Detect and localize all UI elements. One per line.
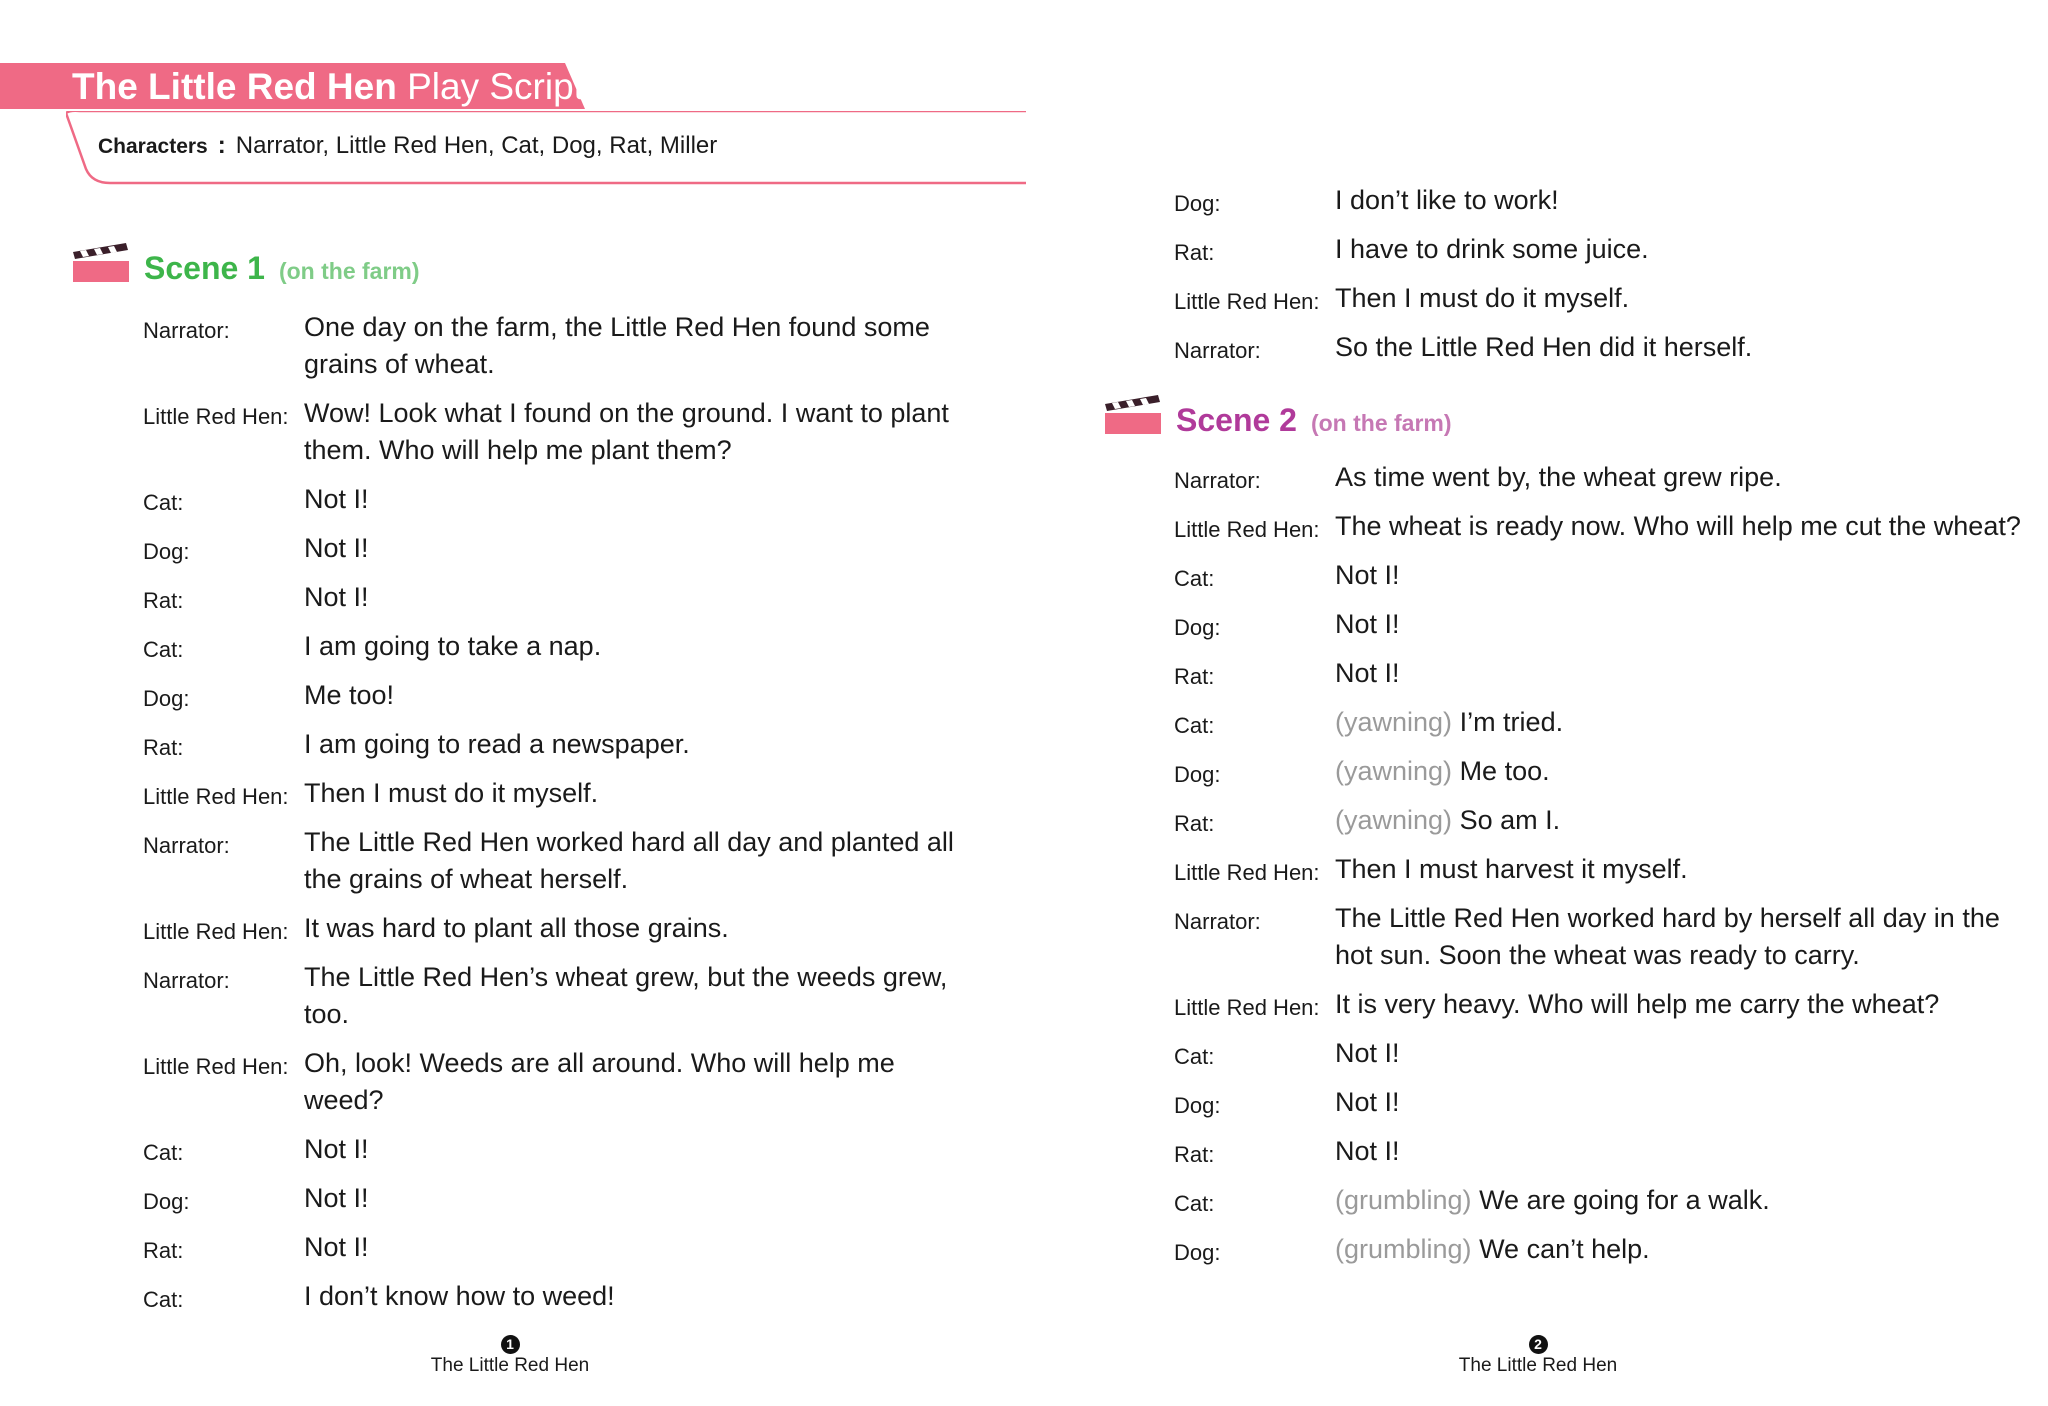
line-text: Not I!	[304, 1134, 369, 1164]
speaker-name: Cat:	[1174, 713, 1215, 738]
scene-1-location: (on the farm)	[278, 258, 420, 284]
line-text: It was hard to plant all those grains.	[304, 913, 729, 943]
speech-text	[304, 309, 973, 383]
dialogue-line	[1174, 655, 2024, 692]
speech-text	[304, 395, 973, 469]
characters-separator: :	[217, 132, 226, 159]
line-text: Not I!	[1335, 658, 1400, 688]
dialogue-line	[1174, 606, 2024, 643]
page-2	[1024, 0, 2048, 1406]
line-text: Not I!	[304, 1183, 369, 1213]
speech-text	[304, 1180, 973, 1217]
speech-text	[304, 628, 973, 665]
scene-2-title	[1176, 402, 1452, 439]
line-text: Not I!	[304, 582, 369, 612]
speaker-name: Dog:	[143, 686, 190, 711]
speech-text	[1335, 280, 2024, 317]
speech-text	[304, 959, 973, 1033]
speaker-name: Rat:	[143, 588, 184, 613]
speech-text	[304, 1278, 973, 1315]
title-sub: Play Script	[407, 66, 584, 107]
line-text: We are going for a walk.	[1479, 1185, 1770, 1215]
speech-text	[304, 1131, 973, 1168]
speech-text	[1335, 1231, 2024, 1268]
line-text: One day on the farm, the Little Red Hen found some grains of wheat.	[304, 312, 930, 379]
page-footer	[1438, 1333, 1638, 1377]
speaker-name: Cat:	[143, 1287, 184, 1312]
speech-text	[304, 1045, 973, 1119]
footer-title: The Little Red Hen	[430, 1355, 590, 1376]
dialogue-line	[1174, 508, 2024, 545]
speaker-name: Cat:	[1174, 1191, 1215, 1216]
line-text: We can’t help.	[1479, 1234, 1650, 1264]
speaker-name: Cat:	[143, 637, 184, 662]
scene-2-dialogue	[1174, 459, 2024, 1280]
dialogue-line	[143, 1229, 973, 1266]
dialogue-line	[143, 1131, 973, 1168]
line-text: The wheat is ready now. Who will help me cut the wheat?	[1335, 511, 2021, 541]
speaker-name: Little Red Hen:	[1174, 289, 1320, 314]
dialogue-line	[1174, 753, 2024, 790]
speaker-name: Narrator:	[143, 318, 230, 343]
scene-1-dialogue	[143, 309, 973, 1327]
speech-text	[1335, 753, 2024, 790]
dialogue-line	[1174, 1182, 2024, 1219]
speaker-name: Cat:	[143, 490, 184, 515]
dialogue-line	[143, 530, 973, 567]
speech-text	[1335, 231, 2024, 268]
line-text: Not I!	[304, 484, 369, 514]
line-text: Not I!	[1335, 1136, 1400, 1166]
speaker-name: Little Red Hen:	[1174, 517, 1320, 542]
speaker-name: Little Red Hen:	[143, 784, 289, 809]
dialogue-line	[143, 910, 973, 947]
speaker-name: Little Red Hen:	[143, 919, 289, 944]
speech-text	[1335, 1084, 2024, 1121]
speaker-name: Dog:	[1174, 1240, 1221, 1265]
continued-dialogue	[1174, 182, 2024, 378]
dialogue-line	[143, 579, 973, 616]
line-text: I don’t know how to weed!	[304, 1281, 615, 1311]
speaker-name: Rat:	[1174, 811, 1215, 836]
line-text: As time went by, the wheat grew ripe.	[1335, 462, 1782, 492]
speaker-name: Cat:	[1174, 566, 1215, 591]
speaker-name: Rat:	[143, 1238, 184, 1263]
characters-line	[98, 132, 717, 160]
scene-1-title	[144, 250, 420, 287]
line-text: Me too.	[1459, 756, 1550, 786]
line-text: So the Little Red Hen did it herself.	[1335, 332, 1753, 362]
speaker-name: Rat:	[1174, 1142, 1215, 1167]
dialogue-line	[1174, 1231, 2024, 1268]
stage-direction: (yawning)	[1335, 805, 1453, 835]
line-text: It is very heavy. Who will help me carry the wheat?	[1335, 989, 1940, 1019]
dialogue-line	[143, 1180, 973, 1217]
clapperboard-icon	[72, 242, 130, 282]
stage-direction: (yawning)	[1335, 756, 1453, 786]
speech-text	[1335, 1035, 2024, 1072]
dialogue-line	[143, 824, 973, 898]
speaker-name: Little Red Hen:	[1174, 995, 1320, 1020]
line-text: Not I!	[304, 1232, 369, 1262]
footer-title: The Little Red Hen	[1458, 1355, 1618, 1376]
speech-text	[1335, 802, 2024, 839]
characters-list: Narrator, Little Red Hen, Cat, Dog, Rat, Miller	[235, 132, 718, 159]
line-text: Not I!	[1335, 1038, 1400, 1068]
speech-text	[304, 677, 973, 714]
speaker-name: Dog:	[1174, 191, 1221, 216]
dialogue-line	[1174, 900, 2024, 974]
line-text: Then I must do it myself.	[1335, 283, 1630, 313]
speaker-name: Dog:	[1174, 615, 1221, 640]
speaker-name: Little Red Hen:	[143, 1054, 289, 1079]
line-text: I’m tried.	[1459, 707, 1564, 737]
speaker-name: Little Red Hen:	[143, 404, 289, 429]
page-footer	[410, 1333, 610, 1377]
speech-text	[1335, 329, 2024, 366]
dialogue-line	[1174, 280, 2024, 317]
dialogue-line	[143, 1045, 973, 1119]
dialogue-line	[143, 726, 973, 763]
page-number: 1	[501, 1335, 520, 1354]
dialogue-line	[1174, 802, 2024, 839]
speech-text	[304, 726, 973, 763]
speech-text	[1335, 459, 2024, 496]
dialogue-line	[1174, 329, 2024, 366]
dialogue-line	[1174, 1035, 2024, 1072]
scene-2-location: (on the farm)	[1310, 410, 1452, 436]
page-number: 2	[1529, 1335, 1548, 1354]
line-text: Not I!	[1335, 1087, 1400, 1117]
line-text: Then I must do it myself.	[304, 778, 599, 808]
dialogue-line	[143, 1278, 973, 1315]
speech-text	[304, 579, 973, 616]
speaker-name: Rat:	[143, 735, 184, 760]
line-text: Not I!	[1335, 609, 1400, 639]
line-text: Then I must harvest it myself.	[1335, 854, 1688, 884]
clapperboard-icon	[1104, 394, 1162, 434]
speech-text	[304, 775, 973, 812]
title-main: The Little Red Hen	[72, 66, 397, 107]
dialogue-line	[1174, 986, 2024, 1023]
line-text: Oh, look! Weeds are all around. Who will help me weed?	[304, 1048, 895, 1115]
dialogue-line	[1174, 231, 2024, 268]
line-text: I am going to take a nap.	[304, 631, 602, 661]
speech-text	[1335, 900, 2024, 974]
dialogue-line	[1174, 1084, 2024, 1121]
stage-direction: (yawning)	[1335, 707, 1453, 737]
dialogue-line	[1174, 1133, 2024, 1170]
scene-2-label: Scene 2	[1176, 402, 1297, 438]
speech-text	[1335, 508, 2024, 545]
line-text: Wow! Look what I found on the ground. I want to plant them. Who will help me plant them?	[304, 398, 949, 465]
speaker-name: Narrator:	[1174, 468, 1261, 493]
speech-text	[1335, 182, 2024, 219]
speech-text	[1335, 704, 2024, 741]
dialogue-line	[143, 481, 973, 518]
speaker-name: Cat:	[1174, 1044, 1215, 1069]
speech-text	[304, 1229, 973, 1266]
dialogue-line	[1174, 182, 2024, 219]
speech-text	[1335, 557, 2024, 594]
line-text: The Little Red Hen worked hard by herself all day in the hot sun. Soon the wheat was ready to carry.	[1335, 903, 2000, 970]
dialogue-line	[1174, 704, 2024, 741]
dialogue-line	[143, 677, 973, 714]
speaker-name: Narrator:	[1174, 338, 1261, 363]
line-text: Not I!	[304, 533, 369, 563]
line-text: I am going to read a newspaper.	[304, 729, 690, 759]
stage-direction: (grumbling)	[1335, 1234, 1472, 1264]
page-title	[72, 64, 584, 110]
speech-text	[1335, 986, 2024, 1023]
dialogue-line	[1174, 557, 2024, 594]
dialogue-line	[143, 309, 973, 383]
dialogue-line	[143, 775, 973, 812]
speech-text	[304, 824, 973, 898]
line-text: I have to drink some juice.	[1335, 234, 1649, 264]
speaker-name: Dog:	[1174, 1093, 1221, 1118]
line-text: The Little Red Hen’s wheat grew, but the weeds grew, too.	[304, 962, 948, 1029]
line-text: The Little Red Hen worked hard all day and planted all the grains of wheat herself.	[304, 827, 954, 894]
speech-text	[304, 910, 973, 947]
speaker-name: Narrator:	[1174, 909, 1261, 934]
speech-text	[1335, 655, 2024, 692]
line-text: Me too!	[304, 680, 395, 710]
dialogue-line	[1174, 851, 2024, 888]
speech-text	[304, 481, 973, 518]
speaker-name: Rat:	[1174, 240, 1215, 265]
speech-text	[1335, 851, 2024, 888]
dialogue-line	[1174, 459, 2024, 496]
stage-direction: (grumbling)	[1335, 1185, 1472, 1215]
speaker-name: Dog:	[143, 539, 190, 564]
dialogue-line	[143, 395, 973, 469]
speaker-name: Little Red Hen:	[1174, 860, 1320, 885]
dialogue-line	[143, 628, 973, 665]
speech-text	[1335, 606, 2024, 643]
speaker-name: Dog:	[1174, 762, 1221, 787]
line-text: So am I.	[1459, 805, 1561, 835]
speaker-name: Narrator:	[143, 968, 230, 993]
scene-1-label: Scene 1	[144, 250, 265, 286]
speaker-name: Cat:	[143, 1140, 184, 1165]
speaker-name: Dog:	[143, 1189, 190, 1214]
speech-text	[1335, 1182, 2024, 1219]
characters-label: Characters	[98, 135, 208, 158]
speaker-name: Narrator:	[143, 833, 230, 858]
dialogue-line	[143, 959, 973, 1033]
speaker-name: Rat:	[1174, 664, 1215, 689]
line-text: Not I!	[1335, 560, 1400, 590]
line-text: I don’t like to work!	[1335, 185, 1559, 215]
speech-text	[304, 530, 973, 567]
speech-text	[1335, 1133, 2024, 1170]
